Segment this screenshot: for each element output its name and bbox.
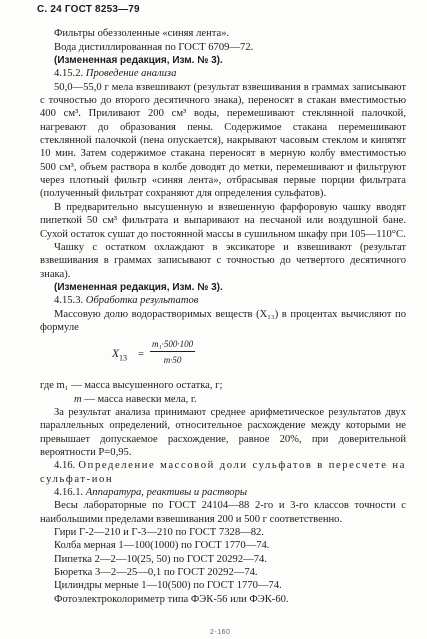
paragraph-weighing: Чашку с остатком охлаждают в эксикаторе и взвешивают (результат взвешивания в граммах записывают с точностью до четвертого десятичного знака). [40,241,406,280]
formula-lhs: $X_{13}$ [112,348,128,363]
section-title: Проведение анализа [85,68,177,80]
where-label: где m₁ [40,380,69,392]
formula-denominator: m·50 [163,355,182,366]
section-4-16-1-heading [40,486,406,499]
section-number: 4.15.3. [54,295,84,307]
paragraph-scales: Весы лабораторные по ГОСТ 24104—88 2-го и 3-го классов точности с наибольшими пределами взвешивания 200 и 500 г соответственно. [40,500,406,525]
line-filters: Фильтры обеззоленные «синяя лента». [54,28,230,40]
section-4-15-3-heading [40,294,406,307]
section-number: 4.15.2. [54,68,84,80]
paragraph-evaporation: В предварительно высушенную и взвешенную фарфоровую чашку вводят пипеткой 50 см³ фильтрата и выпаривают на песчаной или воздушной бане. Сухой остаток сушат до постоянной массы в сушильном шкафу при 105—110°С. [40,201,406,240]
line-weights: Гири Г-2—210 и Г-3—210 по ГОСТ 7328—82. [54,527,264,539]
section-number: 4.16.1. [54,487,84,498]
edit-note-2: (Измененная редакция, Изм. № 3). [54,281,223,293]
line-flask: Колба мерная 1—100(1000) по ГОСТ 1770—74. [54,540,270,552]
formula-x13 [40,336,406,376]
formula-fraction [150,338,195,366]
formula-equals: = [138,349,144,361]
section-title: Аппаратура, реактивы и растворы [85,487,248,498]
formula-numerator: m₁·500·100 [150,338,195,352]
section-4-15-2-heading [40,67,406,80]
line-pipette: Пипетка 2—2—10(25, 50) по ГОСТ 20292—74. [54,553,267,565]
page-header: С. 24 ГОСТ 8253—79 [37,4,140,15]
where-text: — масса высушенного остатка, г; [71,380,223,392]
paragraph-procedure: 50,0—55,0 г мела взвешивают (результат взвешивания в граммах записывают с точностью до второго десятичного знака), переносят в стакан вместимостью 400 см³. Приливают 200 см³ воды, перемешивают стеклянной палочкой, нагревают до образования пены. Содержимое стакана перемешивают стеклянной палочкой (пена опускается), накрывают часовым стеклом и кипятят 10 мин. Затем содержимое стакана переносят в мерную колбу вместимостью 500 см³, объем раствора в колбе доводят до метки, перемешивают и фильтруют через плотный фильтр «синяя лента», отбрасывая первые порции фильтрата (полученный фильтрат сохраняют для определения сульфатов). [40,81,406,200]
document-page [37,3,406,606]
section-4-16-heading [40,459,406,486]
line-burette: Бюретка 3—2—25—0,1 по ГОСТ 20292—74. [54,567,258,579]
paragraph-formula-intro: Массовую долю водорастворимых веществ (X₁₃) в процентах вычисляют по формуле [40,308,406,333]
line-water: Вода дистиллированная по ГОСТ 6709—72. [54,41,254,53]
where-m [40,393,406,406]
where-m1 [40,379,406,392]
line-photocolorimeter: Фотоэлектроколориметр типа ФЭК-56 или ФЭК-60. [54,593,289,605]
where-label: m [74,393,82,405]
edit-note-1: (Измененная редакция, Изм. № 3). [54,55,223,67]
section-number: 4.16. [54,460,76,472]
line-cylinders: Цилиндры мерные 1—10(500) по ГОСТ 1770—74. [54,580,282,592]
section-title: Обработка результатов [85,295,199,307]
where-text: — масса навески мела, г. [84,393,197,405]
page-footer: 2-160 [210,629,231,636]
section-title: Определение массовой доли сульфатов в пересчете на сульфат-ион [40,460,406,485]
paragraph-result: За результат анализа принимают среднее арифметическое результатов двух параллельных определений, относительное расхождение между которыми не превышает допускаемое расхождение, равное 20%, при доверительной вероятности P=0,95. [40,406,406,458]
